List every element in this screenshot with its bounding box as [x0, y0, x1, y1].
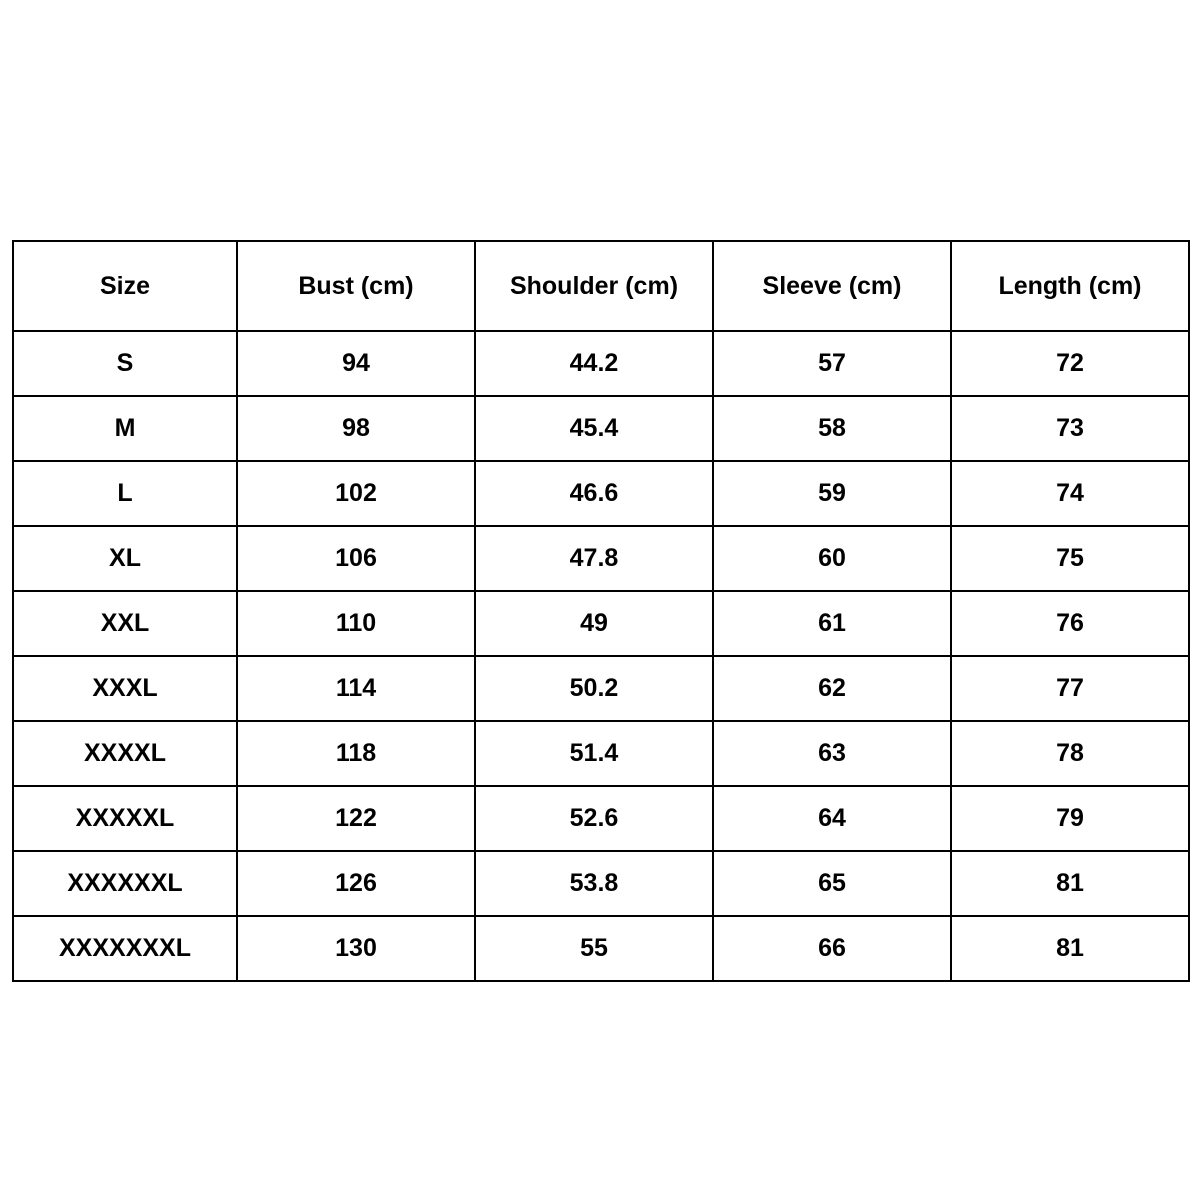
- cell-sleeve: 66: [713, 916, 951, 981]
- cell-size: M: [13, 396, 237, 461]
- cell-size: XXXXXXL: [13, 851, 237, 916]
- cell-size: L: [13, 461, 237, 526]
- table-row: [13, 526, 1189, 591]
- cell-length: 81: [951, 916, 1189, 981]
- cell-size: XXXXXL: [13, 786, 237, 851]
- table-header-row: [13, 241, 1189, 331]
- table-row: [13, 851, 1189, 916]
- cell-bust: 114: [237, 656, 475, 721]
- cell-size: S: [13, 331, 237, 396]
- table-row: [13, 916, 1189, 981]
- table-row: [13, 721, 1189, 786]
- cell-shoulder: 52.6: [475, 786, 713, 851]
- cell-sleeve: 59: [713, 461, 951, 526]
- cell-length: 79: [951, 786, 1189, 851]
- cell-sleeve: 64: [713, 786, 951, 851]
- cell-shoulder: 47.8: [475, 526, 713, 591]
- column-header-length: Length (cm): [951, 241, 1189, 331]
- cell-shoulder: 51.4: [475, 721, 713, 786]
- cell-bust: 94: [237, 331, 475, 396]
- cell-shoulder: 44.2: [475, 331, 713, 396]
- table-row: [13, 786, 1189, 851]
- cell-shoulder: 45.4: [475, 396, 713, 461]
- table-row: [13, 591, 1189, 656]
- cell-shoulder: 50.2: [475, 656, 713, 721]
- table-row: [13, 656, 1189, 721]
- cell-bust: 110: [237, 591, 475, 656]
- cell-size: XXXXXXXL: [13, 916, 237, 981]
- table-row: [13, 461, 1189, 526]
- cell-length: 78: [951, 721, 1189, 786]
- cell-length: 77: [951, 656, 1189, 721]
- cell-bust: 102: [237, 461, 475, 526]
- cell-sleeve: 60: [713, 526, 951, 591]
- size-chart-table: [12, 240, 1190, 982]
- cell-sleeve: 63: [713, 721, 951, 786]
- cell-sleeve: 57: [713, 331, 951, 396]
- cell-length: 76: [951, 591, 1189, 656]
- cell-bust: 98: [237, 396, 475, 461]
- column-header-bust: Bust (cm): [237, 241, 475, 331]
- cell-shoulder: 55: [475, 916, 713, 981]
- table-row: [13, 396, 1189, 461]
- cell-shoulder: 49: [475, 591, 713, 656]
- cell-bust: 130: [237, 916, 475, 981]
- cell-sleeve: 61: [713, 591, 951, 656]
- cell-size: XXXXL: [13, 721, 237, 786]
- cell-bust: 118: [237, 721, 475, 786]
- column-header-size: Size: [13, 241, 237, 331]
- column-header-sleeve: Sleeve (cm): [713, 241, 951, 331]
- cell-size: XL: [13, 526, 237, 591]
- cell-bust: 126: [237, 851, 475, 916]
- cell-length: 75: [951, 526, 1189, 591]
- cell-bust: 106: [237, 526, 475, 591]
- cell-sleeve: 58: [713, 396, 951, 461]
- cell-sleeve: 65: [713, 851, 951, 916]
- cell-length: 72: [951, 331, 1189, 396]
- cell-shoulder: 53.8: [475, 851, 713, 916]
- cell-bust: 122: [237, 786, 475, 851]
- cell-shoulder: 46.6: [475, 461, 713, 526]
- table-row: [13, 331, 1189, 396]
- cell-length: 81: [951, 851, 1189, 916]
- cell-length: 74: [951, 461, 1189, 526]
- cell-size: XXL: [13, 591, 237, 656]
- cell-length: 73: [951, 396, 1189, 461]
- cell-size: XXXL: [13, 656, 237, 721]
- size-chart-container: [12, 240, 1188, 982]
- cell-sleeve: 62: [713, 656, 951, 721]
- column-header-shoulder: Shoulder (cm): [475, 241, 713, 331]
